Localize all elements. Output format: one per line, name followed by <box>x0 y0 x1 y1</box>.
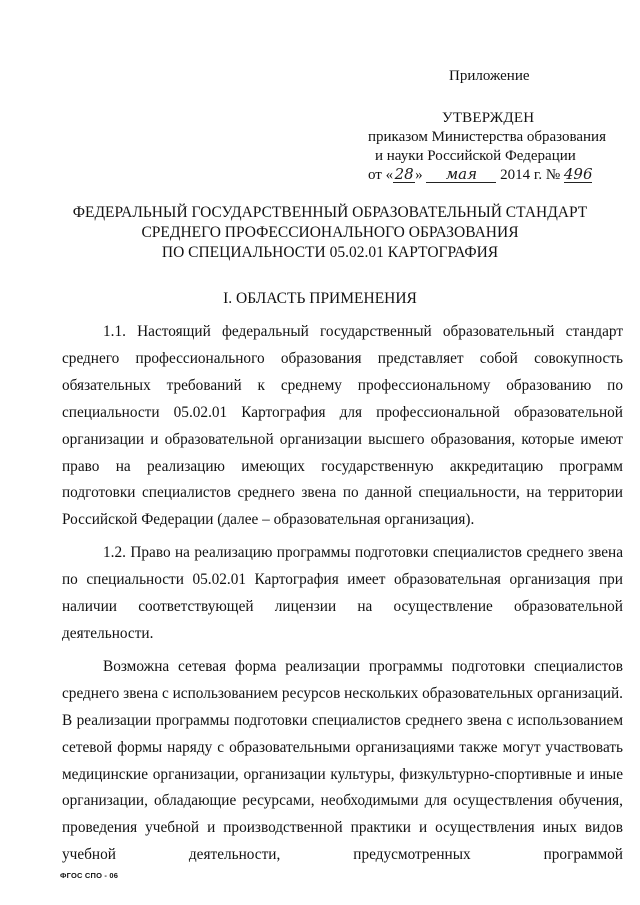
paragraph-1-1: 1.1. Настоящий федеральный государственный образовательный стандарт среднего профессионального образования представляет собой совокупность обязательных требований к среднему профессиональному образованию по специальности 05.02.01 Картография для профессиональной образовательной организации и образовательной организации высшего образования, которые имеют право на реализацию имеющих государственную аккредитацию программ подготовки специалистов среднего звена по данной специальности, на территории Российской Федерации (далее – образовательная организация). <box>62 323 623 529</box>
document-title <box>60 203 600 263</box>
title-line-2: СРЕДНЕГО ПРОФЕССИОНАЛЬНОГО ОБРАЗОВАНИЯ <box>141 224 519 241</box>
appendix-label: Приложение <box>449 68 530 84</box>
paragraph-network-form: Возможна сетевая форма реализации программы подготовки специалистов среднего звена с использованием ресурсов нескольких образовательных организаций. В реализации программы подготовки специалистов среднего звена с использованием сетевой формы наряду с образовательными организациями также могут участвовать медицинские организации, организации культуры, физкультурно-спортивные и иные организации, обладающие ресурсами, необходимыми для осуществления обучения, проведения учебной и производственной практики и осуществления иных видов учебной деятельности, предусмотренных программой <box>62 657 623 864</box>
handwritten-day: 28 <box>394 165 414 183</box>
title-line-3: ПО СПЕЦИАЛЬНОСТИ 05.02.01 КАРТОГРАФИЯ <box>161 244 499 261</box>
title-line-1: ФЕДЕРАЛЬНЫЙ ГОСУДАРСТВЕННЫЙ ОБРАЗОВАТЕЛЬНЫЙ СТАНДАРТ <box>72 204 588 221</box>
date-mid: » <box>415 167 423 183</box>
order-date-line <box>368 166 630 185</box>
paragraph-1-2: 1.2. Право на реализацию программы подготовки специалистов среднего звена по специальности 05.02.01 Картография имеет образовательная организация при наличии соответствующей лицензии на осуществление образовательной деятельности. <box>62 544 623 642</box>
section-heading: I. ОБЛАСТЬ ПРИМЕНЕНИЯ <box>223 290 417 307</box>
approval-block <box>368 109 630 185</box>
approved-label: УТВЕРЖДЕН <box>442 110 535 126</box>
date-year: 2014 г. № <box>500 167 561 183</box>
handwritten-number: 496 <box>563 165 593 183</box>
date-prefix: от « <box>368 167 394 183</box>
footer-code: ФГОС СПО - 06 <box>60 871 119 880</box>
order-line-1: приказом Министерства образования <box>368 129 606 145</box>
handwritten-month: мая <box>426 166 496 183</box>
order-line-2: и науки Российской Федерации <box>375 148 576 164</box>
section-body <box>62 319 623 875</box>
